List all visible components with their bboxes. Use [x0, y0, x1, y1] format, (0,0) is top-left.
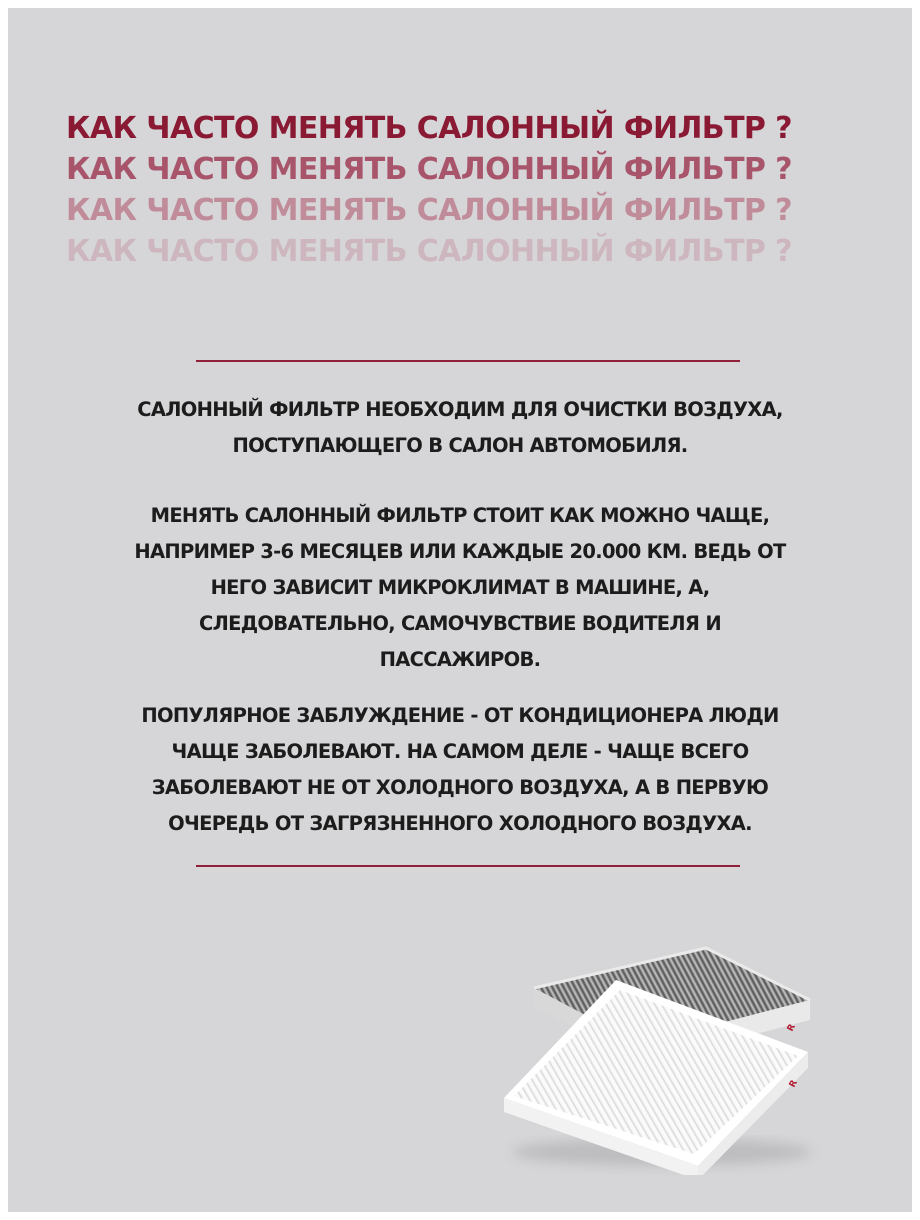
paragraph-line: МЕНЯТЬ САЛОННЫЙ ФИЛЬТР СТОИТ КАК МОЖНО ЧАЩЕ,	[150, 504, 770, 527]
svg-text:R: R	[785, 1022, 798, 1034]
paragraph-line: НАПРИМЕР 3-6 МЕСЯЦЕВ ИЛИ КАЖДЫЕ 20.000 КМ. ВЕДЬ ОТ	[134, 540, 786, 563]
title-stack	[66, 108, 826, 272]
title-line-1: КАК ЧАСТО МЕНЯТЬ САЛОННЫЙ ФИЛЬТР ?	[66, 111, 792, 146]
paragraph-purpose	[38, 392, 882, 464]
divider-bottom	[196, 865, 740, 867]
paragraph-line: ОЧЕРЕДЬ ОТ ЗАГРЯЗНЕННОГО ХОЛОДНОГО ВОЗДУХА.	[168, 812, 752, 835]
divider-top	[196, 360, 740, 362]
paragraph-line: СЛЕДОВАТЕЛЬНО, САМОЧУВСТВИЕ ВОДИТЕЛЯ И	[199, 612, 721, 635]
paragraph-line: НЕГО ЗАВИСИТ МИКРОКЛИМАТ В МАШИНЕ, А,	[210, 576, 710, 599]
paragraph-line: ЧАЩЕ ЗАБОЛЕВАЮТ. НА САМОМ ДЕЛЕ - ЧАЩЕ ВСЕГО	[171, 740, 749, 763]
paragraph-line: ПОПУЛЯРНОЕ ЗАБЛУЖДЕНИЕ - ОТ КОНДИЦИОНЕРА ЛЮДИ	[141, 704, 779, 727]
title-line-3: КАК ЧАСТО МЕНЯТЬ САЛОННЫЙ ФИЛЬТР ?	[66, 193, 792, 228]
paragraph-line: САЛОННЫЙ ФИЛЬТР НЕОБХОДИМ ДЛЯ ОЧИСТКИ ВОЗДУХА,	[137, 398, 783, 421]
paragraph-line: ПОСТУПАЮЩЕГО В САЛОН АВТОМОБИЛЯ.	[232, 434, 688, 457]
cabin-filters-image	[492, 940, 832, 1175]
title-line-2: КАК ЧАСТО МЕНЯТЬ САЛОННЫЙ ФИЛЬТР ?	[66, 152, 792, 187]
paragraph-misconception	[38, 698, 882, 842]
svg-text:R: R	[787, 1078, 800, 1090]
title-line-4: КАК ЧАСТО МЕНЯТЬ САЛОННЫЙ ФИЛЬТР ?	[66, 234, 792, 269]
infographic-card	[8, 8, 912, 1212]
paragraph-line: ЗАБОЛЕВАЮТ НЕ ОТ ХОЛОДНОГО ВОЗДУХА, А В ПЕРВУЮ	[151, 776, 769, 799]
paragraph-frequency	[38, 498, 882, 678]
paragraph-line: ПАССАЖИРОВ.	[379, 648, 541, 671]
